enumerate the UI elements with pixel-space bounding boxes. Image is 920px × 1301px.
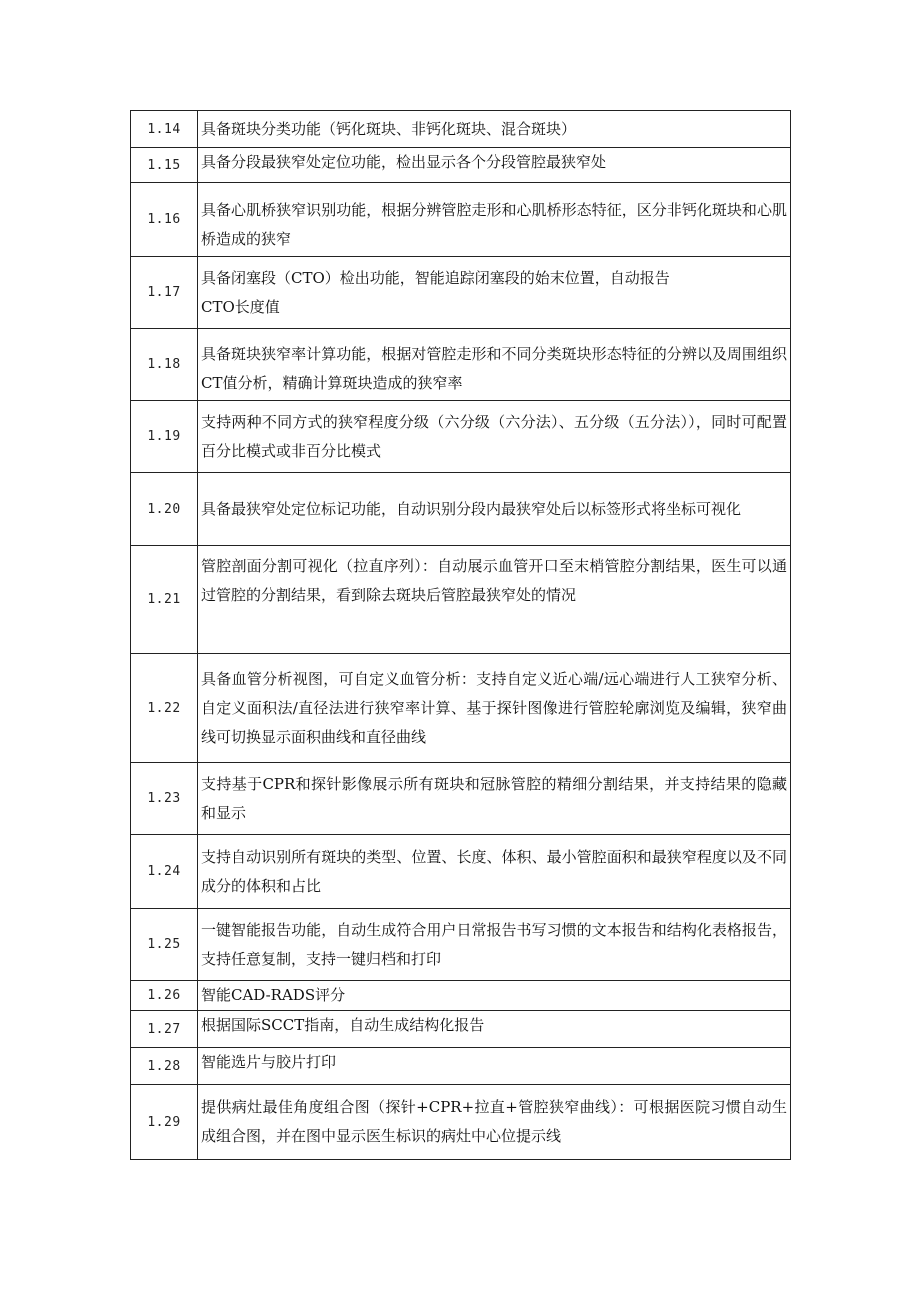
item-number: 1.23 (131, 763, 198, 835)
item-description: 智能CAD-RADS评分 (198, 981, 791, 1011)
item-number: 1.14 (131, 111, 198, 148)
item-description: 具备心肌桥狭窄识别功能，根据分辨管腔走形和心肌桥形态特征，区分非钙化斑块和心肌桥造成的狭窄 (198, 183, 791, 257)
item-number: 1.26 (131, 981, 198, 1011)
table-row (131, 1011, 791, 1048)
table-row (131, 257, 791, 329)
item-description: 具备分段最狭窄处定位功能，检出显示各个分段管腔最狭窄处 (198, 148, 791, 183)
table-row (131, 835, 791, 909)
table-row (131, 329, 791, 401)
item-number: 1.17 (131, 257, 198, 329)
item-number: 1.22 (131, 654, 198, 763)
table-row (131, 473, 791, 546)
item-number: 1.29 (131, 1085, 198, 1160)
item-number: 1.19 (131, 401, 198, 473)
item-number: 1.15 (131, 148, 198, 183)
item-description: 具备斑块分类功能（钙化斑块、非钙化斑块、混合斑块） (198, 111, 791, 148)
item-number: 1.16 (131, 183, 198, 257)
item-number: 1.20 (131, 473, 198, 546)
table-row (131, 1085, 791, 1160)
item-number: 1.24 (131, 835, 198, 909)
item-number: 1.25 (131, 909, 198, 981)
table-row (131, 654, 791, 763)
item-description: 具备最狭窄处定位标记功能，自动识别分段内最狭窄处后以标签形式将坐标可视化 (198, 473, 791, 546)
item-description-line: CTO长度值 (201, 297, 280, 316)
table-row (131, 909, 791, 981)
item-description-line: 具备闭塞段（CTO）检出功能，智能追踪闭塞段的始末位置，自动报告 (201, 268, 670, 287)
table-row (131, 546, 791, 654)
item-description: 具备斑块狭窄率计算功能，根据对管腔走形和不同分类斑块形态特征的分辨以及周围组织CT值分析，精确计算斑块造成的狭窄率 (198, 329, 791, 401)
item-description: 支持基于CPR和探针影像展示所有斑块和冠脉管腔的精细分割结果，并支持结果的隐藏和显示 (198, 763, 791, 835)
item-description: 根据国际SCCT指南，自动生成结构化报告 (198, 1011, 791, 1048)
table-row (131, 763, 791, 835)
item-number: 1.18 (131, 329, 198, 401)
item-description: 提供病灶最佳角度组合图（探针+CPR+拉直+管腔狭窄曲线）：可根据医院习惯自动生成组合图，并在图中显示医生标识的病灶中心位提示线 (198, 1085, 791, 1160)
item-number: 1.28 (131, 1048, 198, 1085)
item-description: 智能选片与胶片打印 (198, 1048, 791, 1085)
table-row (131, 148, 791, 183)
item-description: 一键智能报告功能，自动生成符合用户日常报告书写习惯的文本报告和结构化表格报告，支持任意复制，支持一键归档和打印 (198, 909, 791, 981)
table-row (131, 111, 791, 148)
table-row (131, 183, 791, 257)
item-description: 具备血管分析视图，可自定义血管分析：支持自定义近心端/远心端进行人工狭窄分析、自定义面积法/直径法进行狭窄率计算、基于探针图像进行管腔轮廓浏览及编辑，狭窄曲线可切换显示面积曲线和直径曲线 (198, 654, 791, 763)
item-number: 1.21 (131, 546, 198, 654)
table-row (131, 981, 791, 1011)
table-row (131, 401, 791, 473)
item-description (198, 257, 791, 329)
item-description: 支持自动识别所有斑块的类型、位置、长度、体积、最小管腔面积和最狭窄程度以及不同成分的体积和占比 (198, 835, 791, 909)
spec-table (130, 110, 791, 1160)
table-row (131, 1048, 791, 1085)
item-number: 1.27 (131, 1011, 198, 1048)
item-description: 支持两种不同方式的狭窄程度分级（六分级（六分法）、五分级（五分法）），同时可配置百分比模式或非百分比模式 (198, 401, 791, 473)
item-description: 管腔剖面分割可视化（拉直序列）：自动展示血管开口至末梢管腔分割结果，医生可以通过管腔的分割结果，看到除去斑块后管腔最狭窄处的情况 (198, 546, 791, 654)
